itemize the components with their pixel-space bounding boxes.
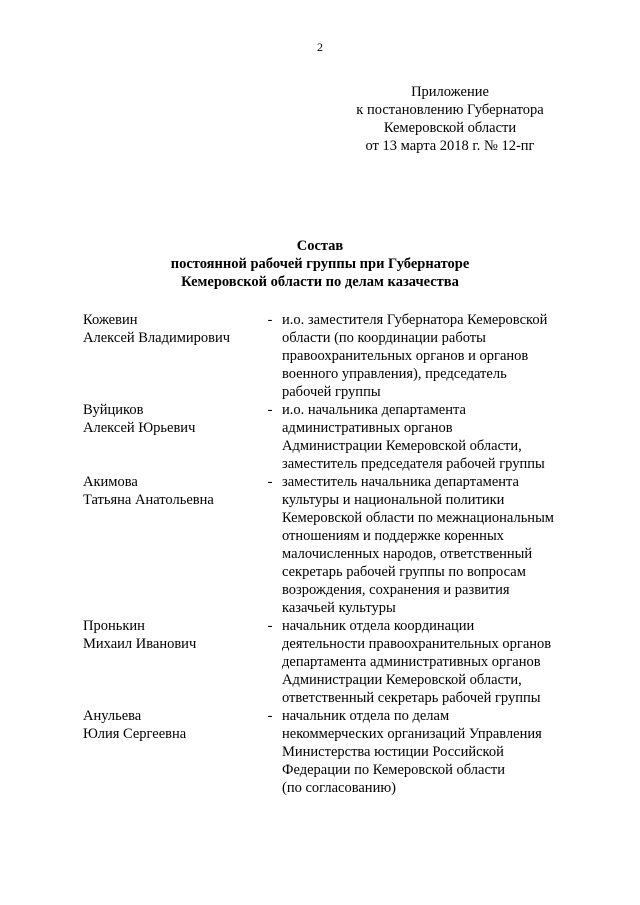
title-line: Кемеровской области по делам казачества (181, 274, 459, 290)
document-title (0, 237, 640, 291)
page-number: 2 (317, 40, 323, 54)
member-given-name: Алексей Юрьевич (83, 420, 196, 436)
title-line: Состав (296, 238, 344, 254)
member-role: и.о. заместителя Губернатора Кемеровской области (по координации работы правоохранительных органов и органов военного управления), председатель рабочей группы (282, 312, 548, 400)
member-given-name: Алексей Владимирович (83, 330, 231, 346)
member-surname: Кожевин (83, 312, 138, 328)
member-entry (83, 473, 583, 617)
members-list (83, 311, 583, 797)
member-name (83, 617, 258, 707)
member-role: начальник отдела по делам некоммерческих организаций Управления Министерства юстиции Российской Федерации по Кемеровской области (по согласованию) (282, 708, 542, 796)
member-dash: - (267, 708, 273, 724)
member-role: и.о. начальника департамента административных органов Администрации Кемеровской области, заместитель председателя рабочей группы (282, 402, 545, 472)
member-surname: Анульева (83, 708, 142, 724)
appendix-block (330, 83, 570, 155)
member-name (83, 707, 258, 797)
member-role: начальник отдела координации деятельности правоохранительных органов департамента административных органов Администрации Кемеровской области, ответственный секретарь рабочей группы (282, 618, 552, 706)
member-dash: - (267, 474, 273, 490)
member-surname: Вуйциков (83, 402, 144, 418)
member-given-name: Михаил Иванович (83, 636, 197, 652)
appendix-line: к постановлению Губернатора (356, 102, 544, 118)
member-entry (83, 617, 583, 707)
appendix-line: Кемеровской области (383, 120, 517, 136)
member-surname: Акимова (83, 474, 138, 490)
member-entry (83, 401, 583, 473)
member-name (83, 401, 258, 473)
member-entry (83, 707, 583, 797)
member-role: заместитель начальника департамента культуры и национальной политики Кемеровской области по межнациональным отношениям и поддержке коренных малочисленных народов, ответственный секретарь рабочей группы по вопросам возрождения, сохранения и развития казачьей культуры (282, 474, 554, 616)
member-given-name: Юлия Сергеевна (83, 726, 187, 742)
member-dash: - (267, 618, 273, 634)
member-given-name: Татьяна Анатольевна (83, 492, 214, 508)
appendix-line: Приложение (411, 84, 489, 100)
member-name (83, 311, 258, 401)
appendix-date-line: от 13 марта 2018 г. № 12-пг (365, 138, 535, 154)
member-surname: Пронькин (83, 618, 145, 634)
title-line: постоянной рабочей группы при Губернаторе (170, 256, 470, 272)
member-entry (83, 311, 583, 401)
member-dash: - (267, 312, 273, 328)
member-dash: - (267, 402, 273, 418)
member-name (83, 473, 258, 617)
